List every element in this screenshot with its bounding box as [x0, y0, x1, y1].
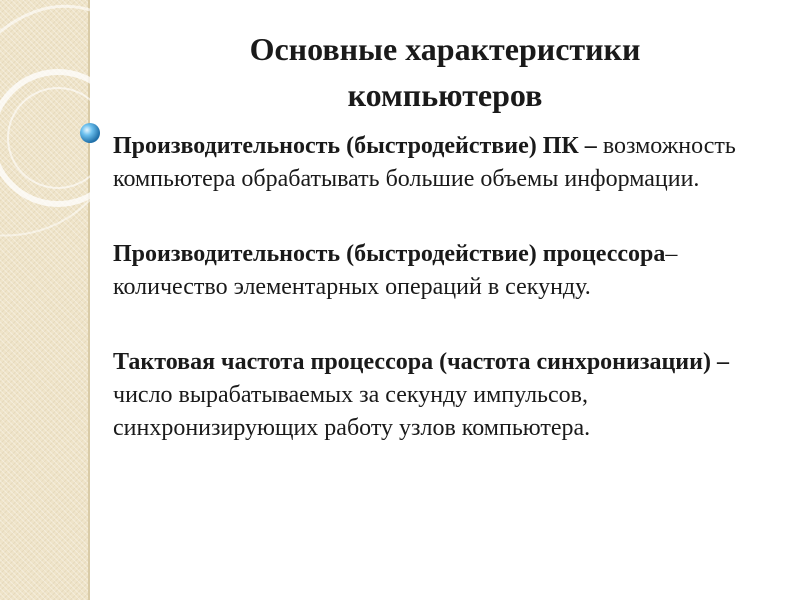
paragraph-clock-frequency: [113, 346, 763, 445]
term-cpu-performance: Производительность (быстродействие) процессора: [113, 241, 666, 267]
term-pc-performance: Производительность (быстродействие) ПК –: [113, 133, 597, 159]
definition-cpu-performance: – количество элементарных операций в секунду.: [113, 241, 678, 300]
slide-title-line1: Основные характеристики: [249, 31, 641, 67]
slide-title-line2: компьютеров: [347, 77, 543, 113]
definition-clock-frequency: число вырабатываемых за секунду импульсов, синхронизирующих работу узлов компьютера.: [113, 382, 591, 441]
slide-title: [150, 26, 740, 118]
term-clock-frequency: Тактовая частота процессора (частота синхронизации) –: [113, 349, 729, 375]
slide-content: [113, 130, 763, 483]
definition-pc-performance: возможность компьютера обрабатывать большие объемы информации.: [113, 133, 736, 192]
paragraph-cpu-performance: [113, 238, 763, 304]
blue-bead-icon: [80, 123, 100, 143]
paragraph-pc-performance: [113, 130, 763, 196]
